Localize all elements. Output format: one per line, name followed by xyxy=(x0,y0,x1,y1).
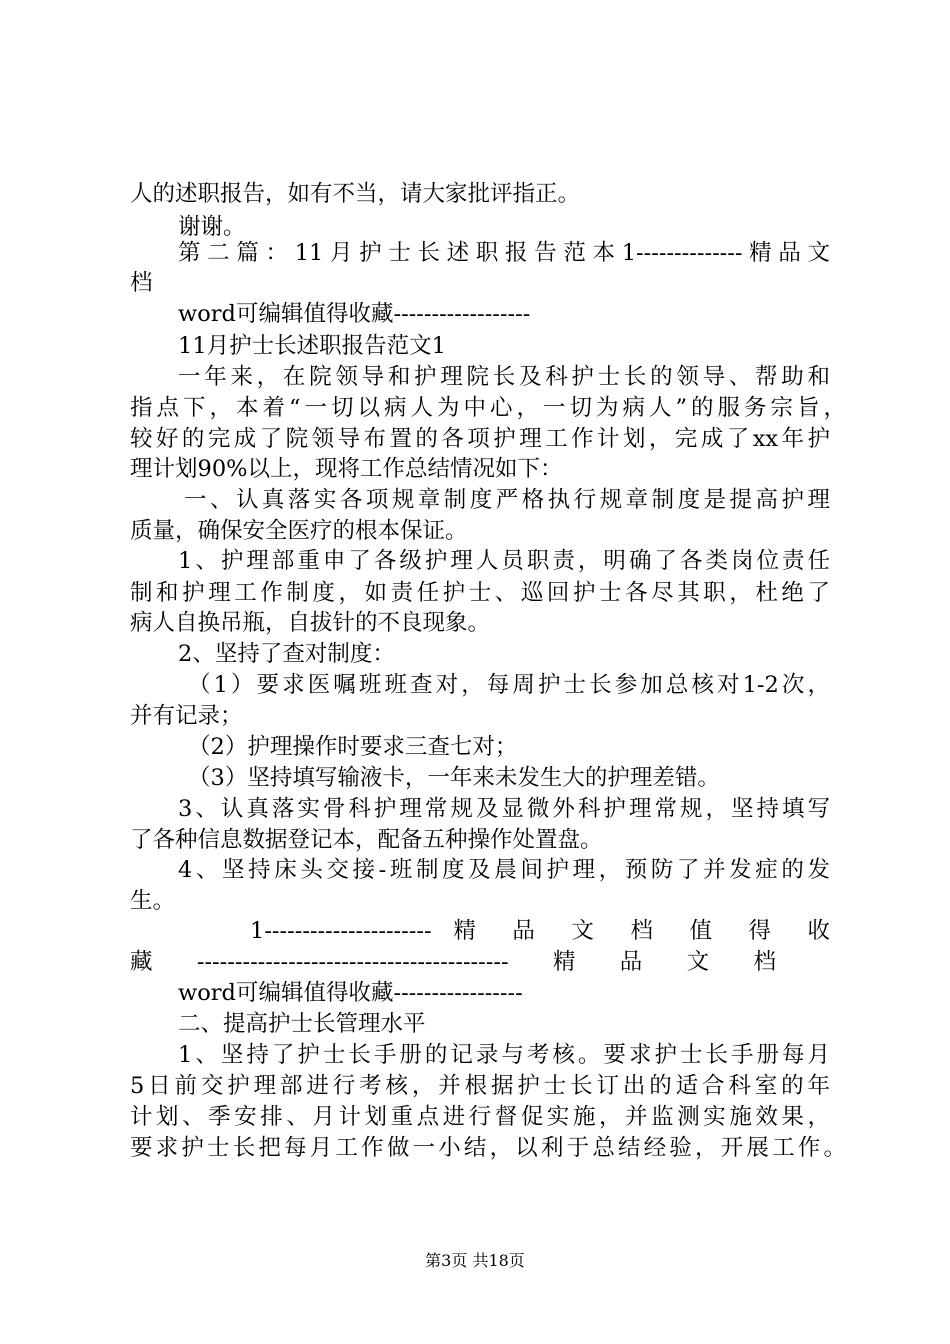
text-line: 理计划90%以上，现将工作总结情况如下： xyxy=(130,456,563,482)
text-line: word可编辑值得收藏------------------ xyxy=(178,301,531,327)
text-line: 谢谢。 xyxy=(178,214,246,240)
text-line: 一、认真落实各项规章制度严格执行规章制度是提高护理 xyxy=(184,487,830,513)
text-line: （1）要求医嘱班班查对，每周护士长参加总核对1-2次， xyxy=(188,672,830,698)
text-line: 病人自换吊瓶，自拔针的不良现象。 xyxy=(130,610,491,636)
document-title: 11月护士长述职报告范文1 xyxy=(178,333,446,359)
text-line: 指点下，本着“一切以病人为中心，一切为病人”的服务宗旨， xyxy=(130,395,846,421)
section-heading: 二、提高护士长管理水平 xyxy=(178,1011,426,1037)
text-line: 1、坚持了护士长手册的记录与考核。要求护士长手册每月 xyxy=(178,1042,830,1068)
text-line: 档 xyxy=(130,270,153,296)
text-line: 计划、季安排、月计划重点进行督促实施，并监测实施效果， xyxy=(130,1104,830,1130)
text-line: 要求护士长把每月工作做一小结，以利于总结经验，开展工作。 xyxy=(130,1135,846,1161)
text-line: 了各种信息数据登记本，配备五种操作处置盘。 xyxy=(130,827,603,853)
text-line: 并有记录； xyxy=(130,703,243,729)
watermark-line: 1---------------------- 精 品 文 档 值 得 收 xyxy=(250,918,830,944)
text-line: 制和护理工作制度，如责任护士、巡回护士各尽其职，杜绝了 xyxy=(130,580,830,606)
text-line: 3、认真落实骨科护理常规及显微外科护理常规，坚持填写 xyxy=(178,796,830,822)
text-line: （3）坚持填写输液卡，一年来未发生大的护理差错。 xyxy=(188,765,720,791)
text-line: 1、护理部重申了各级护理人员职责，明确了各类岗位责任 xyxy=(178,548,830,574)
text-line: 人的述职报告，如有不当，请大家批评指正。 xyxy=(130,181,581,207)
text-line: 2、坚持了查对制度： xyxy=(178,641,395,667)
page-number-footer: 第3页 共18页 xyxy=(425,1251,525,1270)
text-line: 生。 xyxy=(130,888,176,914)
text-line: 一年来，在院领导和护理院长及科护士长的领导、帮助和 xyxy=(178,364,830,390)
text-line: （2）护理操作时要求三查七对； xyxy=(188,734,518,760)
text-line: 较好的完成了院领导布置的各项护理工作计划，完成了xx年护 xyxy=(130,426,830,452)
text-line: 质量，确保安全医疗的根本保证。 xyxy=(130,518,468,544)
watermark-line: 藏-----------------------------------------精品文档 xyxy=(130,949,776,975)
text-line: 5日前交护理部进行考核，并根据护士长订出的适合科室的年 xyxy=(130,1073,830,1099)
section-heading: 第二篇：11月护士长述职报告范本1--------------精品文 xyxy=(178,240,830,266)
text-line: word可编辑值得收藏----------------- xyxy=(178,980,523,1006)
text-line: 4、坚持床头交接-班制度及晨间护理，预防了并发症的发 xyxy=(178,857,830,883)
